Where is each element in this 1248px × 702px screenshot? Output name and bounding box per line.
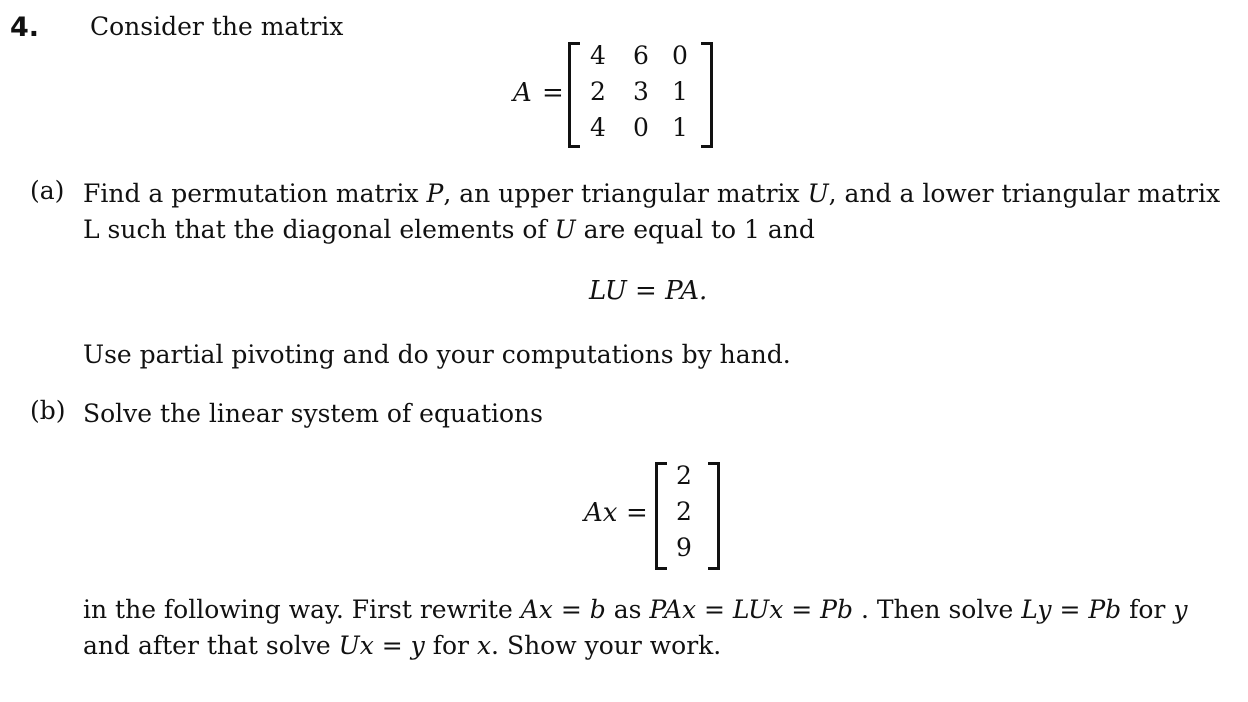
text-run: , and a lower triangular matrix [828,179,1221,208]
math-equals: = [783,595,821,624]
text-run: and after that solve [83,631,339,660]
system-lhs: Ax [584,498,618,528]
math-expr-ax: Ax [520,595,553,624]
math-expr-pb: Pb [1088,595,1122,624]
matrix-a-cell: 4 [590,113,606,142]
vector-cell: 2 [676,497,692,526]
matrix-a-left-bracket [568,42,580,148]
part-a-line-3: Use partial pivoting and do your computations by hand. [83,340,791,369]
math-expr-lu: LU [589,276,627,306]
matrix-a-cell: 3 [633,77,649,106]
matrix-a-cell: 2 [590,77,606,106]
part-b-label: (b) [30,396,66,425]
text-run: Find a permutation matrix [83,179,427,208]
part-b-line-2 [83,592,1187,628]
math-equals: = [552,595,590,624]
math-var-b: b [589,595,606,624]
matrix-a-cell: 0 [633,113,649,142]
vector-right-bracket [708,462,720,570]
matrix-a-cell: 0 [672,41,688,70]
math-equals: = [696,595,733,624]
matrix-a-cell: 6 [633,41,649,70]
matrix-a-right-bracket [701,42,713,148]
part-b-line-3 [83,628,721,664]
text-run: as [605,595,650,624]
math-equals: = [1051,595,1089,624]
math-var-u: U [807,179,829,208]
vector-cell: 9 [676,533,692,562]
math-expr-ly: Ly [1021,595,1052,624]
math-expr-lux: LUx [732,595,784,624]
text-run: for [424,631,477,660]
matrix-a-equals: = [542,78,564,108]
vector-left-bracket [655,462,667,570]
question-number: 4. [10,12,40,43]
part-a-equation [589,276,707,306]
math-var-y: y [1173,595,1188,624]
math-expr-pa: PA. [665,276,708,306]
math-var-x: x [476,631,492,660]
text-run: L such that the diagonal elements of [83,215,555,244]
matrix-a-cell: 1 [672,77,688,106]
part-a-line-1 [83,176,1220,212]
vector-cell: 2 [676,461,692,490]
text-run: , an upper triangular matrix [443,179,808,208]
text-run: for [1121,595,1174,624]
part-a-label: (a) [30,176,65,205]
matrix-a-cell: 1 [672,113,688,142]
system-equals: = [626,498,648,528]
math-var-u: U [554,215,576,244]
text-run: in the following way. First rewrite [83,595,521,624]
question-intro: Consider the matrix [90,12,344,41]
part-a-line-2 [83,212,815,248]
matrix-a-cell: 4 [590,41,606,70]
math-var-p: P [426,179,444,208]
text-run: . Show your work. [491,631,722,660]
math-expr-pb: Pb [820,595,853,624]
matrix-a-label: A [513,78,532,108]
math-expr-pax: PAx [649,595,697,624]
text-run: . Then solve [853,595,1022,624]
math-var-y: y [410,631,425,660]
math-equals: = [635,276,657,306]
part-b-line-1: Solve the linear system of equations [83,399,543,428]
text-run: are equal to 1 and [575,215,815,244]
math-equals: = [373,631,411,660]
math-expr-ux: Ux [338,631,374,660]
